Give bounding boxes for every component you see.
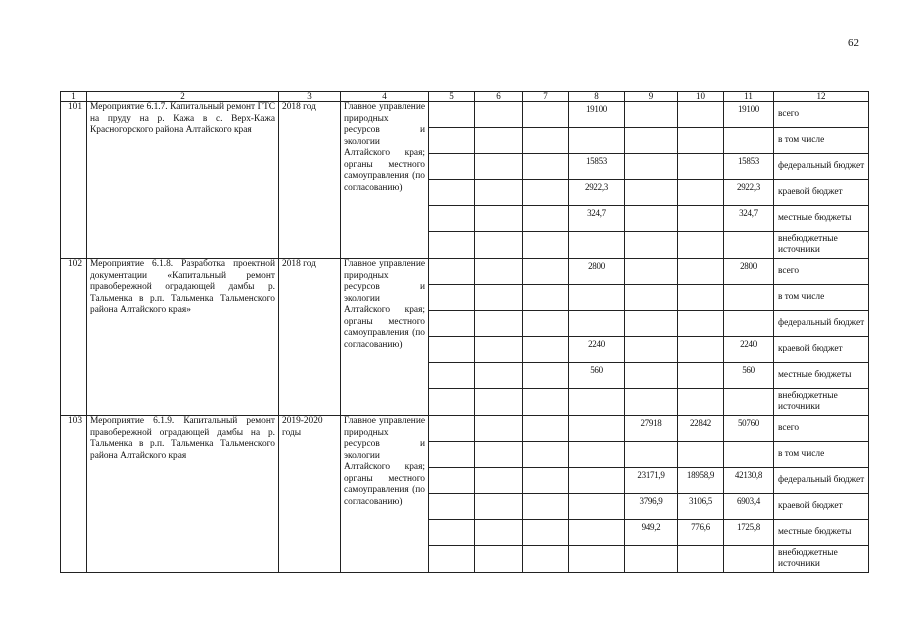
col8-value: 2922,3 bbox=[569, 180, 625, 206]
col10-value: 3106,5 bbox=[678, 494, 724, 520]
column-number: 5 bbox=[429, 92, 475, 102]
period-cell: 2018 год bbox=[279, 102, 341, 259]
col5-cell bbox=[429, 468, 475, 494]
funding-source: федеральный бюджет bbox=[774, 468, 869, 494]
funding-source: краевой бюджет bbox=[774, 180, 869, 206]
col9-value bbox=[625, 389, 678, 416]
col10-value bbox=[678, 232, 724, 259]
col11-value: 19100 bbox=[724, 102, 774, 128]
col6-cell bbox=[475, 232, 523, 259]
col9-value bbox=[625, 285, 678, 311]
col7-cell bbox=[523, 416, 569, 442]
column-number: 12 bbox=[774, 92, 869, 102]
col6-cell bbox=[475, 442, 523, 468]
executor-cell: Главное управление природных ресурсов и экологии Алтайского края; органы местного самоуправления (по согласованию) bbox=[341, 416, 429, 573]
col7-cell bbox=[523, 546, 569, 573]
col10-value: 18958,9 bbox=[678, 468, 724, 494]
col8-value: 2800 bbox=[569, 259, 625, 285]
funding-source: местные бюджеты bbox=[774, 206, 869, 232]
column-number-row bbox=[61, 92, 869, 102]
column-number: 10 bbox=[678, 92, 724, 102]
column-number: 7 bbox=[523, 92, 569, 102]
col7-cell bbox=[523, 102, 569, 128]
col7-cell bbox=[523, 442, 569, 468]
col5-cell bbox=[429, 442, 475, 468]
col9-value bbox=[625, 259, 678, 285]
row-number-cell: 101 bbox=[61, 102, 87, 259]
col9-value bbox=[625, 311, 678, 337]
col7-cell bbox=[523, 232, 569, 259]
executor-cell: Главное управление природных ресурсов и экологии Алтайского края; органы местного самоуправления (по согласованию) bbox=[341, 259, 429, 416]
col10-value bbox=[678, 311, 724, 337]
col5-cell bbox=[429, 337, 475, 363]
col8-value bbox=[569, 468, 625, 494]
col7-cell bbox=[523, 206, 569, 232]
col5-cell bbox=[429, 416, 475, 442]
col11-value: 50760 bbox=[724, 416, 774, 442]
col11-value: 6903,4 bbox=[724, 494, 774, 520]
col8-value bbox=[569, 128, 625, 154]
col6-cell bbox=[475, 363, 523, 389]
col6-cell bbox=[475, 337, 523, 363]
col7-cell bbox=[523, 337, 569, 363]
column-number: 11 bbox=[724, 92, 774, 102]
col5-cell bbox=[429, 363, 475, 389]
col8-value bbox=[569, 520, 625, 546]
funding-source: краевой бюджет bbox=[774, 494, 869, 520]
col11-value: 560 bbox=[724, 363, 774, 389]
row-number-cell: 102 bbox=[61, 259, 87, 416]
col11-value bbox=[724, 232, 774, 259]
col5-cell bbox=[429, 180, 475, 206]
measure-name-cell: Мероприятие 6.1.7. Капитальный ремонт ГТС на пруду на р. Кажа в с. Верх-Кажа Красногорского района Алтайского края bbox=[87, 102, 279, 259]
col11-value: 324,7 bbox=[724, 206, 774, 232]
col7-cell bbox=[523, 389, 569, 416]
col9-value: 23171,9 bbox=[625, 468, 678, 494]
col7-cell bbox=[523, 128, 569, 154]
col5-cell bbox=[429, 311, 475, 337]
funding-source: в том числе bbox=[774, 285, 869, 311]
column-number: 1 bbox=[61, 92, 87, 102]
col10-value: 22842 bbox=[678, 416, 724, 442]
funding-source: всего bbox=[774, 102, 869, 128]
funding-source: внебюджетные источники bbox=[774, 232, 869, 259]
col7-cell bbox=[523, 311, 569, 337]
funding-source: в том числе bbox=[774, 128, 869, 154]
col6-cell bbox=[475, 389, 523, 416]
funding-source: всего bbox=[774, 416, 869, 442]
executor-cell: Главное управление природных ресурсов и экологии Алтайского края; органы местного самоуправления (по согласованию) bbox=[341, 102, 429, 259]
col10-value bbox=[678, 180, 724, 206]
col6-cell bbox=[475, 416, 523, 442]
measure-name-cell: Мероприятие 6.1.9. Капитальный ремонт правобережной оградающей дамбы на р. Тальменка в р.п. Тальменка Тальменского района Алтайского края bbox=[87, 416, 279, 573]
col8-value bbox=[569, 494, 625, 520]
col5-cell bbox=[429, 128, 475, 154]
column-number: 2 bbox=[87, 92, 279, 102]
col9-value bbox=[625, 102, 678, 128]
col8-value: 324,7 bbox=[569, 206, 625, 232]
col9-value bbox=[625, 337, 678, 363]
col10-value bbox=[678, 337, 724, 363]
col5-cell bbox=[429, 285, 475, 311]
column-number: 9 bbox=[625, 92, 678, 102]
col7-cell bbox=[523, 494, 569, 520]
col9-value bbox=[625, 154, 678, 180]
col11-value: 2800 bbox=[724, 259, 774, 285]
budget-table bbox=[60, 91, 869, 573]
col9-value bbox=[625, 180, 678, 206]
table-row bbox=[61, 416, 869, 442]
col10-value: 776,6 bbox=[678, 520, 724, 546]
col5-cell bbox=[429, 206, 475, 232]
col5-cell bbox=[429, 520, 475, 546]
col6-cell bbox=[475, 546, 523, 573]
col6-cell bbox=[475, 102, 523, 128]
col10-value bbox=[678, 154, 724, 180]
col9-value bbox=[625, 363, 678, 389]
col10-value bbox=[678, 259, 724, 285]
col5-cell bbox=[429, 389, 475, 416]
column-number: 4 bbox=[341, 92, 429, 102]
funding-source: федеральный бюджет bbox=[774, 311, 869, 337]
col8-value bbox=[569, 546, 625, 573]
col9-value bbox=[625, 442, 678, 468]
col5-cell bbox=[429, 102, 475, 128]
col7-cell bbox=[523, 520, 569, 546]
funding-source: всего bbox=[774, 259, 869, 285]
col10-value bbox=[678, 206, 724, 232]
col8-value bbox=[569, 389, 625, 416]
col7-cell bbox=[523, 154, 569, 180]
col6-cell bbox=[475, 128, 523, 154]
funding-source: местные бюджеты bbox=[774, 363, 869, 389]
column-number: 3 bbox=[279, 92, 341, 102]
col9-value: 27918 bbox=[625, 416, 678, 442]
col11-value bbox=[724, 442, 774, 468]
col11-value bbox=[724, 389, 774, 416]
column-number: 8 bbox=[569, 92, 625, 102]
col11-value bbox=[724, 128, 774, 154]
col11-value: 15853 bbox=[724, 154, 774, 180]
col7-cell bbox=[523, 363, 569, 389]
col6-cell bbox=[475, 206, 523, 232]
funding-source: внебюджетные источники bbox=[774, 389, 869, 416]
col5-cell bbox=[429, 494, 475, 520]
funding-source: краевой бюджет bbox=[774, 337, 869, 363]
row-number-cell: 103 bbox=[61, 416, 87, 573]
col5-cell bbox=[429, 232, 475, 259]
funding-source: федеральный бюджет bbox=[774, 154, 869, 180]
col6-cell bbox=[475, 259, 523, 285]
col11-value: 42130,8 bbox=[724, 468, 774, 494]
col11-value: 2240 bbox=[724, 337, 774, 363]
col10-value bbox=[678, 285, 724, 311]
col7-cell bbox=[523, 259, 569, 285]
col8-value bbox=[569, 442, 625, 468]
col9-value: 949,2 bbox=[625, 520, 678, 546]
col5-cell bbox=[429, 154, 475, 180]
col11-value bbox=[724, 546, 774, 573]
col9-value bbox=[625, 232, 678, 259]
table-row bbox=[61, 102, 869, 128]
col8-value: 15853 bbox=[569, 154, 625, 180]
col6-cell bbox=[475, 468, 523, 494]
col8-value: 2240 bbox=[569, 337, 625, 363]
col6-cell bbox=[475, 494, 523, 520]
col9-value bbox=[625, 128, 678, 154]
col6-cell bbox=[475, 311, 523, 337]
col9-value bbox=[625, 206, 678, 232]
col5-cell bbox=[429, 546, 475, 573]
column-number: 6 bbox=[475, 92, 523, 102]
col10-value bbox=[678, 363, 724, 389]
col9-value: 3796,9 bbox=[625, 494, 678, 520]
col8-value: 19100 bbox=[569, 102, 625, 128]
col10-value bbox=[678, 546, 724, 573]
funding-source: в том числе bbox=[774, 442, 869, 468]
col11-value: 2922,3 bbox=[724, 180, 774, 206]
col6-cell bbox=[475, 180, 523, 206]
col7-cell bbox=[523, 468, 569, 494]
col7-cell bbox=[523, 285, 569, 311]
col11-value: 1725,8 bbox=[724, 520, 774, 546]
period-cell: 2018 год bbox=[279, 259, 341, 416]
col10-value bbox=[678, 442, 724, 468]
period-cell: 2019-2020 годы bbox=[279, 416, 341, 573]
col6-cell bbox=[475, 154, 523, 180]
col8-value bbox=[569, 416, 625, 442]
page-number: 62 bbox=[848, 37, 859, 49]
measure-name-cell: Мероприятие 6.1.8. Разработка проектной документации «Капитальный ремонт правобережной оградающей дамбы р. Тальменка в р.п. Тальменка Тальменского района Алтайского края» bbox=[87, 259, 279, 416]
table-row bbox=[61, 259, 869, 285]
col6-cell bbox=[475, 520, 523, 546]
col11-value bbox=[724, 285, 774, 311]
col11-value bbox=[724, 311, 774, 337]
col10-value bbox=[678, 389, 724, 416]
col9-value bbox=[625, 546, 678, 573]
col6-cell bbox=[475, 285, 523, 311]
col5-cell bbox=[429, 259, 475, 285]
funding-source: внебюджетные источники bbox=[774, 546, 869, 573]
col10-value bbox=[678, 102, 724, 128]
col8-value bbox=[569, 285, 625, 311]
col10-value bbox=[678, 128, 724, 154]
col8-value bbox=[569, 311, 625, 337]
funding-source: местные бюджеты bbox=[774, 520, 869, 546]
col7-cell bbox=[523, 180, 569, 206]
col8-value: 560 bbox=[569, 363, 625, 389]
col8-value bbox=[569, 232, 625, 259]
